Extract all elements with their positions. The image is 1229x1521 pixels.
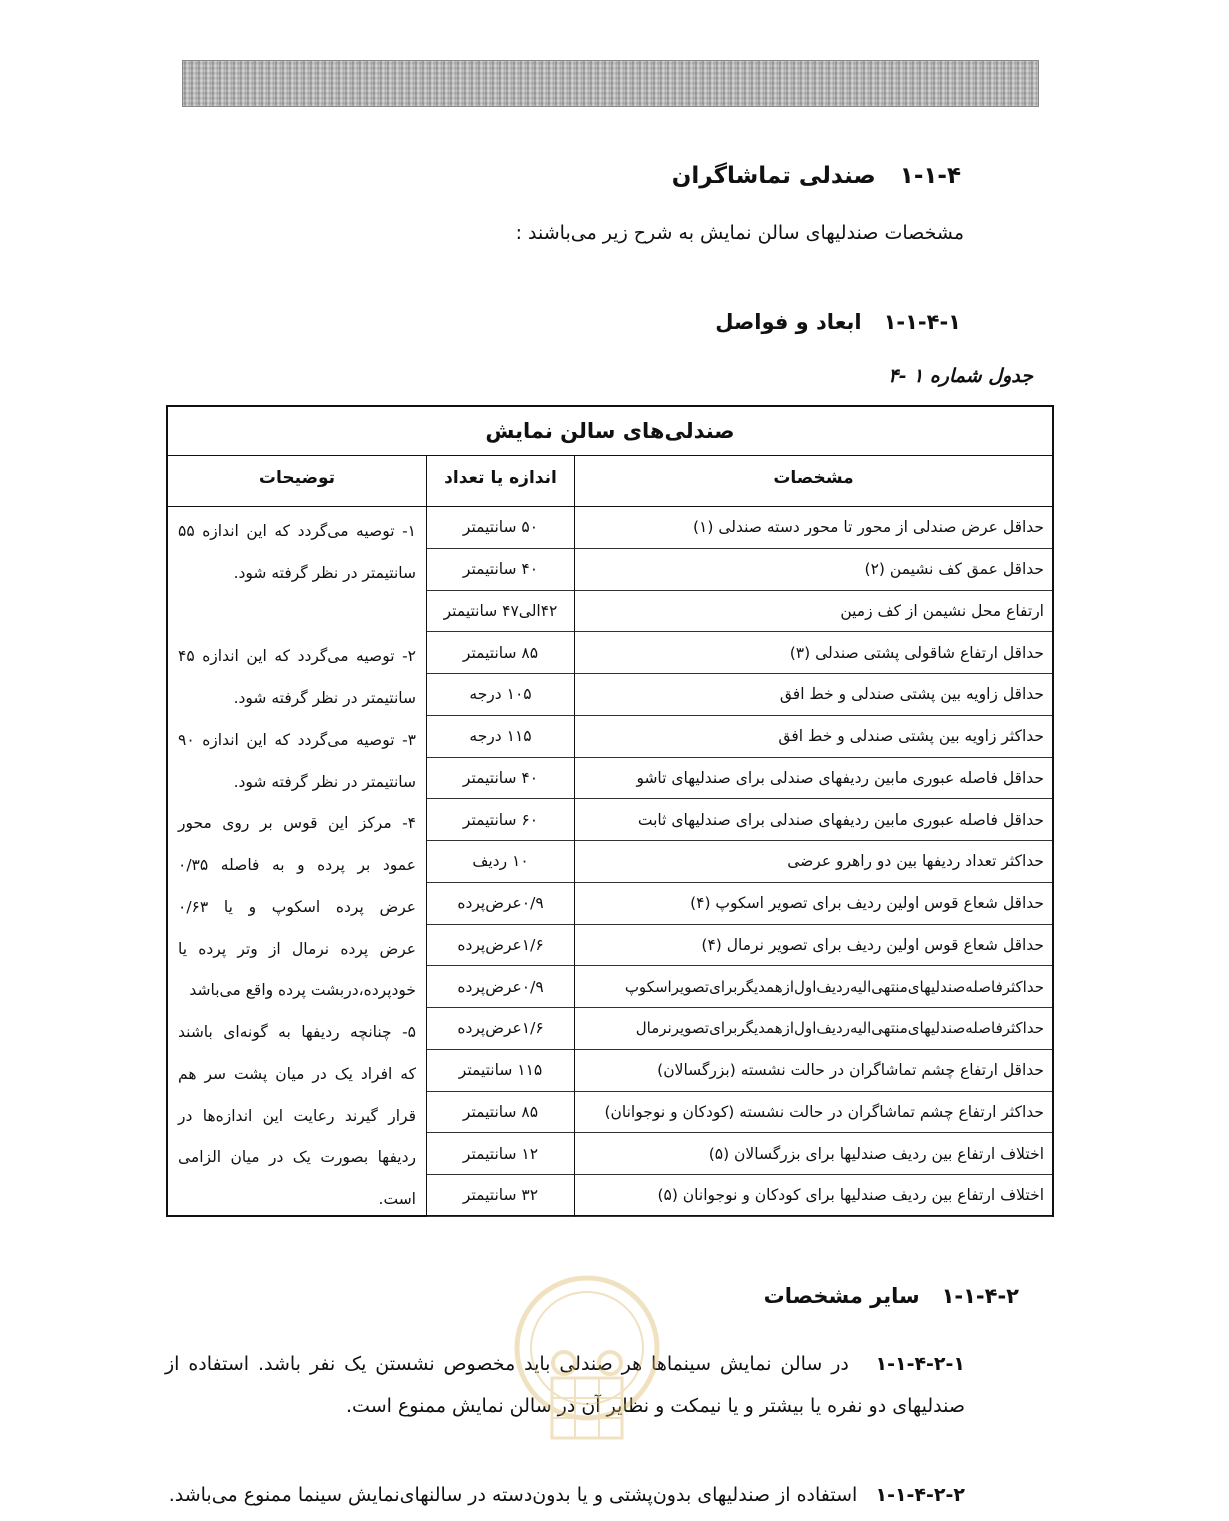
paragraph-1-line-1: در سالن نمایش سینماها هر صندلی باید مخصوص نشستن یک نفر باشد. استفاده از: [165, 1353, 849, 1375]
note-line: عرض پرده نرمال از وتر پرده یا: [178, 939, 416, 958]
section-heading-number: ۱-۱-۴: [899, 163, 961, 189]
size-cell: ۱۲ سانتیمتر: [427, 1133, 574, 1175]
header-size: اندازه یا تعداد: [426, 456, 574, 506]
spec-cell: حداقل فاصله عبوری مابین ردیفهای صندلی برای صندلیهای ثابت: [575, 799, 1052, 841]
spec-cell: حداقل عرض صندلی از محور تا محور دسته صندلی (۱): [575, 507, 1052, 549]
spec-column: [574, 507, 1052, 1217]
spec-cell: حداکثر تعداد ردیفها بین دو راهرو عرضی: [575, 841, 1052, 883]
seating-spec-table: [166, 405, 1054, 1217]
note-line: ۴- مرکز این قوس بر روی محور: [178, 814, 416, 833]
size-cell: ۴۰ سانتیمتر: [427, 549, 574, 591]
spec-cell: حداکثر ارتفاع چشم تماشاگران در حالت نشسته (کودکان و نوجوانان): [575, 1092, 1052, 1134]
note-line: سانتیمتر در نظر گرفته شود.: [233, 772, 416, 791]
note-line: قرار گیرند رعایت این اندازه‌ها در: [178, 1106, 416, 1125]
note-line: ۳- توصیه می‌گردد که این اندازه ۹۰: [178, 730, 416, 749]
section-heading: [672, 163, 961, 189]
spec-cell: حداکثر زاویه بین پشتی صندلی و خط افق: [575, 716, 1052, 758]
paragraph-1-number: ۱-۱-۴-۲-۱: [875, 1353, 966, 1375]
size-cell: ۶۰ سانتیمتر: [427, 799, 574, 841]
size-cell: ۱/۶عرض‌پرده: [427, 925, 574, 967]
size-cell: ۱۱۵ درجه: [427, 716, 574, 758]
spec-cell: حداکثرفاصله‌صندلیهای‌منتهی‌الیه‌ردیف‌اول‌ازهمدیگربرای‌تصویرنرمال: [575, 1008, 1052, 1050]
note-line: است.: [378, 1190, 416, 1208]
size-cell: ۱۰۵ درجه: [427, 674, 574, 716]
section-intro: مشخصات صندلیهای سالن نمایش به شرح زیر می‌باشند :: [515, 222, 964, 244]
spec-cell: حداقل شعاع قوس اولین ردیف برای تصویر نرمال (۴): [575, 925, 1052, 967]
note-line: ردیفها بصورت یک در میان الزامی: [178, 1148, 416, 1167]
header-notes: توضیحات: [258, 468, 336, 488]
header-banner: [182, 60, 1039, 107]
spec-cell: حداکثرفاصله‌صندلیهای‌منتهی‌الیه‌ردیف‌اول‌ازهمدیگربرای‌تصویراسکوپ: [575, 966, 1052, 1008]
notes-column: [168, 507, 426, 1217]
note-line: عرض پرده اسکوپ و یا ۰/۶۳: [178, 897, 416, 916]
spec-cell: حداقل عمق کف نشیمن (۲): [575, 549, 1052, 591]
header-spec: مشخصات: [574, 456, 1052, 506]
size-cell: ۰/۹عرض‌پرده: [427, 966, 574, 1008]
subsection2-heading: [764, 1284, 1019, 1308]
spec-cell: حداقل زاویه بین پشتی صندلی و خط افق: [575, 674, 1052, 716]
paragraph-1-line-2: صندلیهای دو نفره یا بیشتر و یا نیمکت و نظایر آن در سالن نمایش ممنوع است.: [346, 1395, 965, 1417]
note-line: سانتیمتر در نظر گرفته شود.: [233, 689, 416, 707]
publisher-seal-watermark: [512, 1268, 662, 1458]
subsection-heading-text: ابعاد و فواصل: [715, 310, 862, 334]
size-cell: ۱۰ ردیف: [427, 841, 574, 883]
paragraph-2: [169, 1484, 965, 1506]
subsection2-heading-number: ۱-۱-۴-۲: [941, 1284, 1019, 1308]
size-cell: ۳۲ سانتیمتر: [427, 1175, 574, 1217]
spec-cell: حداقل ارتفاع چشم تماشاگران در حالت نشسته (بزرگسالان): [575, 1050, 1052, 1092]
table-title: صندلی‌های سالن نمایش: [168, 407, 1052, 456]
note-line: ۱- توصیه می‌گردد که این اندازه ۵۵: [178, 522, 416, 540]
subsection-heading: [715, 310, 961, 334]
note-line: که افراد یک در میان پشت سر هم: [178, 1064, 416, 1083]
spec-cell: ارتفاع محل نشیمن از کف زمین: [575, 591, 1052, 633]
subsection2-heading-text: سایر مشخصات: [763, 1284, 920, 1308]
size-column: [426, 507, 574, 1217]
note-line: عمود بر پرده و به فاصله ۰/۳۵: [178, 856, 416, 874]
size-cell: ۴۰ سانتیمتر: [427, 758, 574, 800]
paragraph-2-text: استفاده از صندلیهای بدون‌پشتی و یا بدون‌دسته در سالنهای‌نمایش سینما ممنوع می‌باشد.: [168, 1484, 858, 1506]
note-line: [178, 595, 416, 637]
spec-cell: اختلاف ارتفاع بین ردیف صندلیها برای کودکان و نوجوانان (۵): [575, 1175, 1052, 1217]
table-caption: جدول شماره ۱ -۴: [888, 365, 1033, 387]
paragraph-2-number: ۱-۱-۴-۲-۲: [875, 1484, 965, 1506]
spec-cell: حداقل فاصله عبوری مابین ردیفهای صندلی برای صندلیهای تاشو: [575, 758, 1052, 800]
size-cell: ۱/۶عرض‌پرده: [427, 1008, 574, 1050]
subsection-heading-number: ۱-۱-۴-۱: [883, 310, 961, 334]
size-cell: ۴۲الی۴۷ سانتیمتر: [427, 591, 574, 633]
section-heading-text: صندلی تماشاگران: [671, 163, 876, 189]
spec-cell: حداقل شعاع قوس اولین ردیف برای تصویر اسکوپ (۴): [575, 883, 1052, 925]
spec-cell: اختلاف ارتفاع بین ردیف صندلیها برای بزرگسالان (۵): [575, 1133, 1052, 1175]
note-line: سانتیمتر در نظر گرفته شود.: [233, 563, 416, 582]
note-line: ۲- توصیه می‌گردد که این اندازه ۴۵: [178, 647, 416, 666]
spec-cell: حداقل ارتفاع شاقولی پشتی صندلی (۳): [575, 632, 1052, 674]
size-cell: ۸۵ سانتیمتر: [427, 1092, 574, 1134]
size-cell: ۸۵ سانتیمتر: [427, 632, 574, 674]
size-cell: ۰/۹عرض‌پرده: [427, 883, 574, 925]
table-body: [168, 507, 1052, 1217]
table-header-row: [168, 456, 1052, 507]
note-line: ۵- چنانچه ردیفها به گونه‌ای باشند: [178, 1023, 416, 1041]
note-line: خودپرده،دربشت پرده واقع می‌باشد: [189, 981, 416, 1000]
size-cell: ۱۱۵ سانتیمتر: [427, 1050, 574, 1092]
size-cell: ۵۰ سانتیمتر: [427, 507, 574, 549]
